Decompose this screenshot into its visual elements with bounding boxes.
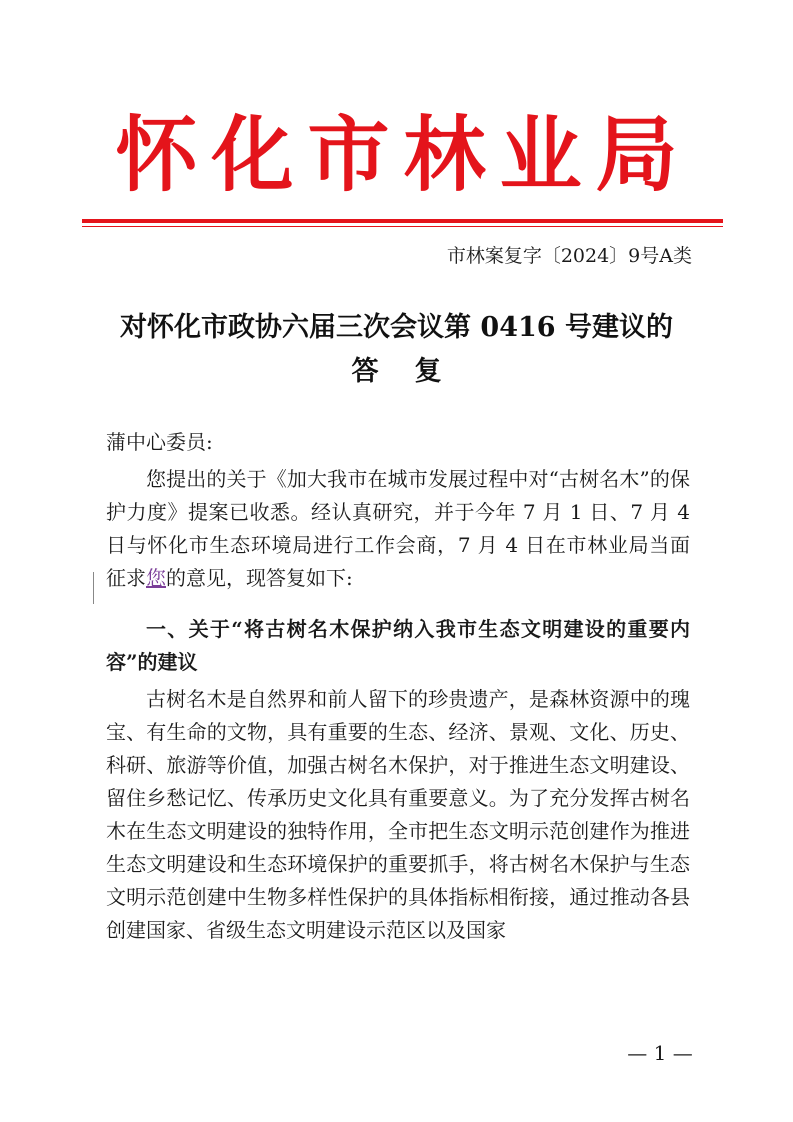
highlighted-word[interactable]: 您 [146, 566, 166, 590]
masthead-agency-name: 怀化市林业局 [115, 107, 692, 203]
paragraph-section-1: 古树名木是自然界和前人留下的珍贵遗产，是森林资源中的瑰宝、有生命的文物，具有重要的生态、经济、景观、文化、历史、科研、旅游等价值，加强古树名木保护，对于推进生态文明建设、留住乡愁记忆、传承历史文化具有重要意义。为了充分发挥古树名木在生态文明建设的独特作用，全市把生态文明示范创建作为推进生态文明建设和生态环境保护的重要抓手，将古树名木保护与生态文明示范创建中生物多样性保护的具体指标相衔接，通过推动各县创建国家、省级生态文明建设示范区以及国家 [106, 687, 690, 942]
document-number: 市林案复字〔2024〕9号A类 [446, 245, 692, 267]
paragraph-intro [106, 463, 690, 595]
margin-change-mark [93, 572, 94, 604]
paragraph-intro-text-1: 您提出的关于《加大我市在城市发展过程中对“古树名木”的保护力度》提案已收悉。经认真研究，并于今年 7 月 1 日、7 月 4 日与怀化市生态环境局进行工作会商，7 月 4 日在市林业局当面征求 [106, 467, 690, 590]
title-line-1: 对怀化市政协六届三次会议第 0416 号建议的 [120, 312, 673, 343]
document-title [60, 306, 733, 394]
masthead-rule-thick [82, 219, 723, 223]
section-heading-1: 一、关于“将古树名木保护纳入我市生态文明建设的重要内容”的建议 [106, 617, 690, 674]
masthead-rule-thin [82, 226, 723, 227]
paragraph-intro-text-2: 的意见，现答复如下: [166, 566, 353, 590]
page-number: — 1 — [627, 1041, 693, 1065]
title-line-2: 答复 [351, 356, 478, 387]
salutation: 蒲中心委员: [106, 430, 213, 454]
